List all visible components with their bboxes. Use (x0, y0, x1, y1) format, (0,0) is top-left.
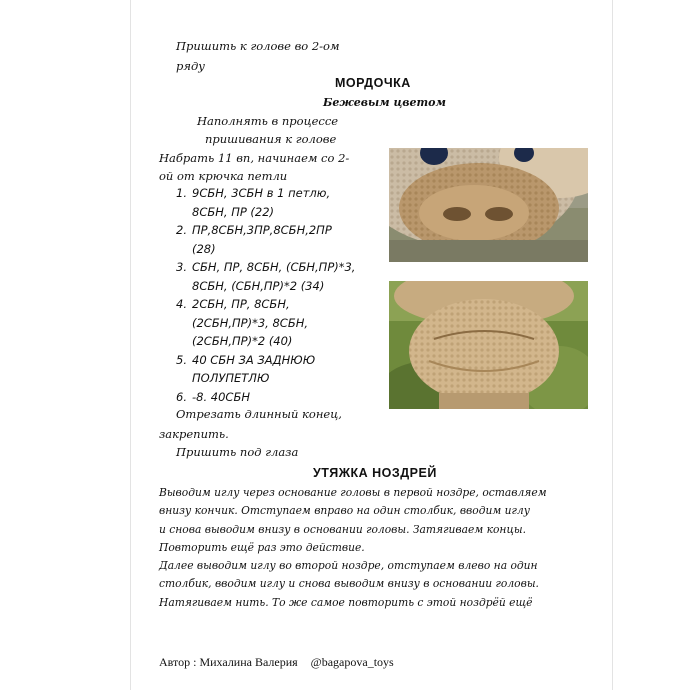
row-text: ПОЛУПЕТЛЮ (192, 371, 270, 385)
footer (159, 655, 404, 670)
paragraph-line: и снова выводим внизу в основании головы. Затягиваем концы. (159, 522, 527, 536)
row-text: -8. 40СБН (192, 389, 250, 404)
row-text: СБН, ПР, 8СБН, (СБН,ПР)*3, (192, 260, 356, 274)
row-number: 6. (176, 389, 187, 404)
row-text: ПР,8СБН,3ПР,8СБН,2ПР (192, 223, 332, 237)
paragraph-line: Натягиваем нить. То же самое повторить с этой ноздрёй ещё (159, 595, 533, 609)
row-text: 8СБН, (СБН,ПР)*2 (34) (192, 278, 325, 293)
fill-note-line-2: пришивания к голове (205, 132, 337, 146)
finish-note-line-1: Отрезать длинный конец, (176, 407, 342, 421)
section-subtitle-color: Бежевым цветом (323, 96, 446, 109)
row-number: 1. (176, 186, 187, 200)
paragraph-line: Далее выводим иглу во второй ноздре, отступаем влево на один (159, 559, 538, 573)
nostrils-instructions (159, 484, 599, 612)
paragraph-line: Выводим иглу через основание головы в первой ноздре, оставляем (159, 486, 547, 499)
row-text: (2СБН,ПР)*3, 8СБН, (192, 315, 309, 330)
start-note-line-1: Набрать 11 вп, начинаем со 2- (159, 151, 350, 165)
list-item (176, 295, 386, 351)
row-text: 40 СБН ЗА ЗАДНЮЮ (192, 352, 316, 367)
intro-line-1: Пришить к голове во 2-ом (176, 39, 340, 53)
row-text: 2СБН, ПР, 8СБН, (192, 297, 290, 311)
list-item (176, 184, 386, 221)
finish-note-line-2: закрепить. (159, 427, 229, 441)
row-number: 4. (176, 297, 187, 311)
row-text: 8СБН, ПР (22) (192, 204, 275, 219)
row-number: 3. (176, 260, 187, 274)
list-item (176, 351, 386, 388)
muzzle-photo-bottom (389, 281, 588, 409)
fill-note-line-1: Наполнять в процессе (197, 114, 339, 128)
row-number: 2. (176, 223, 187, 237)
section-title-nostrils: УТЯЖКА НОЗДРЕЙ (313, 466, 437, 480)
author-handle: @bagapova_toys (310, 655, 394, 669)
list-item (176, 388, 386, 407)
row-text: (2СБН,ПР)*2 (40) (192, 334, 293, 348)
muzzle-photo-top (389, 148, 588, 262)
paragraph-line: столбик, вводим иглу и снова выводим внизу в основании головы. (159, 577, 539, 591)
crochet-rows-list (176, 184, 386, 406)
section-title-muzzle: МОРДОЧКА (335, 76, 411, 90)
intro-line-2: ряду (176, 59, 205, 73)
row-number: 5. (176, 352, 187, 367)
paragraph-line: Повторить ещё раз это действие. (159, 540, 365, 554)
row-text: 9СБН, 3СБН в 1 петлю, (192, 186, 331, 200)
start-note-line-2: ой от крючка петли (159, 169, 288, 183)
finish-note-line-3: Пришить под глаза (176, 445, 299, 459)
author-name: Автор : Михалина Валерия (159, 655, 298, 669)
list-item (176, 258, 386, 295)
paragraph-line: внизу кончик. Отступаем вправо на один столбик, вводим иглу (159, 504, 530, 518)
row-text: (28) (192, 241, 216, 256)
list-item (176, 221, 386, 258)
